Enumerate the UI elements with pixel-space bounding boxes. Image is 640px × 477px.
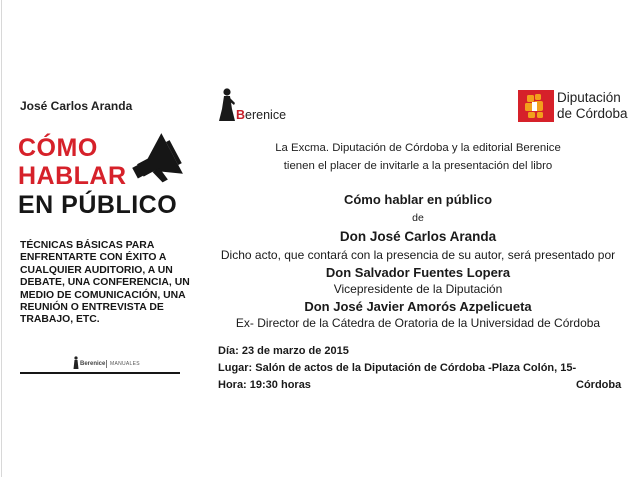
event-date: Día: 23 de marzo de 2015 — [218, 345, 349, 357]
book-title-line-1: CÓMO — [18, 134, 98, 162]
berenice-logo-text — [236, 108, 286, 122]
page-left-border — [1, 0, 2, 477]
presenter-2-role: Ex- Director de la Cátedra de Oratoria de la Universidad de Córdoba — [235, 316, 601, 330]
event-time: Hora: 19:30 horas — [218, 379, 311, 391]
diputacion-logo-icon — [518, 90, 554, 122]
berenice-figure-icon — [216, 87, 238, 123]
presentation-line: Dicho acto, que contará con la presencia de su autor, será presentado por — [220, 248, 616, 262]
berenice-figure-small-icon — [72, 356, 80, 370]
event-title: Cómo hablar en público — [343, 192, 493, 207]
berenice-rest: erenice — [245, 108, 287, 122]
book-title-line-3: EN PÚBLICO — [18, 191, 178, 219]
intro-line-1: La Excma. Diputación de Córdoba y la editorial Berenice — [275, 142, 561, 154]
megaphone-icon — [128, 130, 188, 192]
cover-separator — [106, 360, 107, 368]
book-title-line-2: HABLAR — [18, 162, 127, 190]
diputacion-line-1: Diputación — [557, 90, 621, 105]
berenice-initial: B — [236, 108, 246, 122]
cover-series: MANUALES — [110, 361, 140, 367]
book-author: José Carlos Aranda — [20, 99, 133, 113]
presenter-2-name: Don José Javier Amorós Azpelicueta — [304, 299, 532, 314]
intro-line-2: tienen el placer de invitarle a la presentación del libro — [283, 160, 553, 172]
presenter-1-role: Vicepresidente de la Diputación — [333, 282, 503, 296]
presenter-1-name: Don Salvador Fuentes Lopera — [325, 265, 511, 280]
diputacion-line-2: de Córdoba — [557, 106, 628, 121]
event-author-name: Don José Carlos Aranda — [339, 229, 497, 244]
cover-publisher: Berenice — [80, 361, 106, 367]
event-city: Córdoba — [576, 379, 622, 391]
book-subtitle: TÉCNICAS BÁSICAS PARA ENFRENTARTE CON ÉXITO A CUALQUIER AUDITORIO, A UN DEBATE, UNA CONFERENCIA, UN MEDIO DE COMUNICACIÓN, UNA REUNIÓN O ENTREVISTA DE TRABAJO, ETC. — [20, 240, 190, 326]
cover-bottom-rule — [20, 372, 180, 374]
event-place: Lugar: Salón de actos de la Diputación de Córdoba -Plaza Colón, 15- — [218, 362, 577, 374]
event-de: de — [412, 212, 424, 224]
